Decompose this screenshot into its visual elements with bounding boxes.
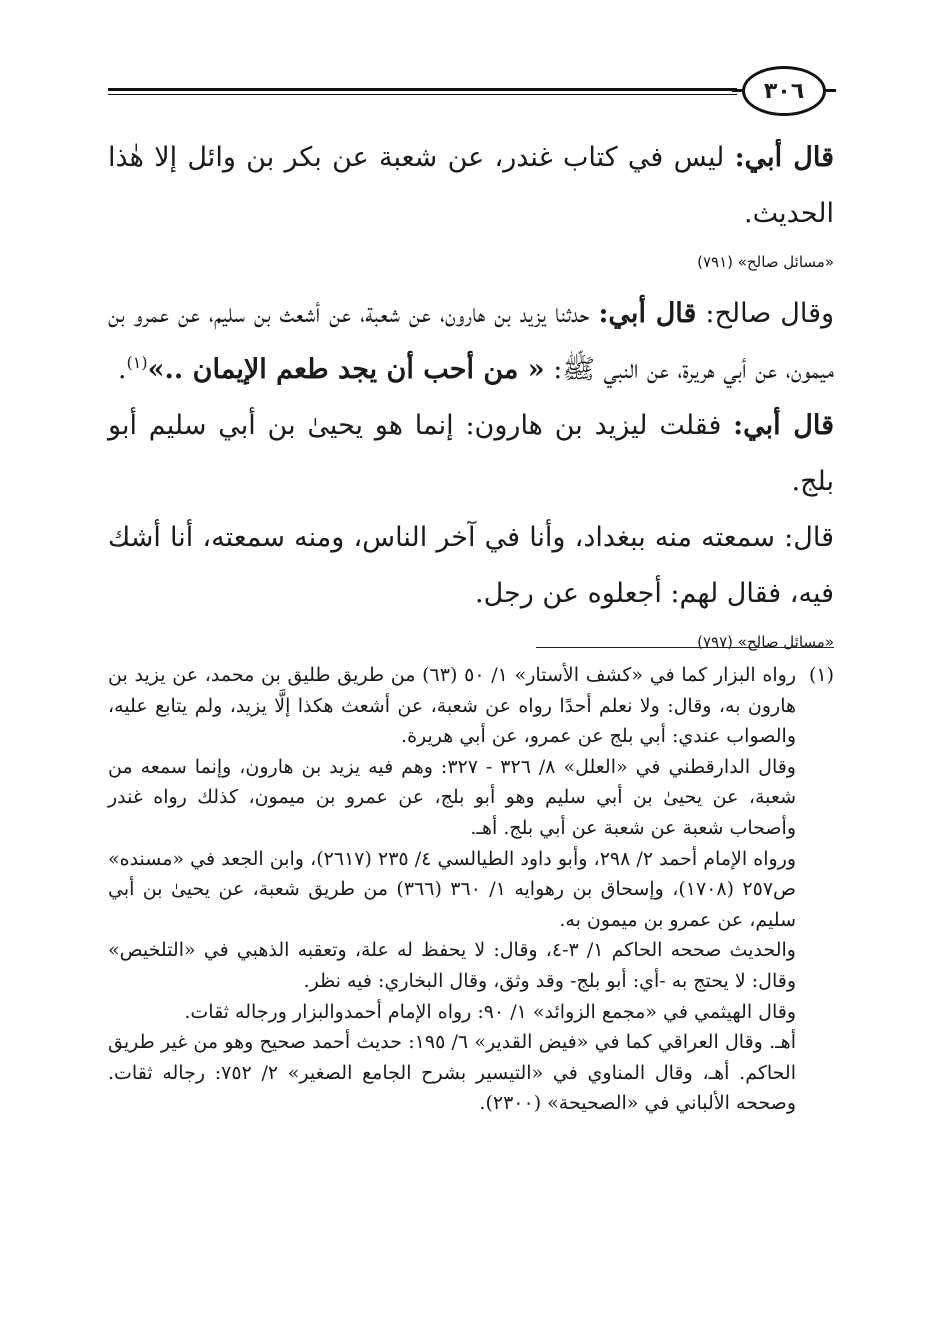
footnote-marker: (١) <box>808 664 834 686</box>
footnote-paragraph: رواه البزار كما في «كشف الأستار» ١/ ٥٠ (٦٣) من طريق طليق بن محمد، عن يزيد بن هارون به، وقال: ولا نعلم أحدًا رواه عن شعبة، عن أشعث هكذا إلَّا يزيد، ولم يتابع عليه، والصواب عندي: أبي بلج عن عمرو، عن أبي هريرة. <box>108 664 796 748</box>
footnotes <box>108 660 834 1119</box>
footnote-1 <box>108 660 834 1119</box>
paragraph-text: حدثنا يزيد بن هارون، عن شعبة، عن أشعث بن سليم، عن عمرو بن ميمون، عن أبي هريرة، عن النبي ﷺ: <box>108 298 834 385</box>
paragraph-text: ليس في كتاب غندر، عن شعبة عن بكر بن وائل إلا هٰذا الحديث. <box>108 142 834 229</box>
footnote-paragraph: أهـ. وقال العراقي كما في «فيض القدير» ٦/ ١٩٥: حديث أحمد صحيح وهو من غير طريق الحاكم. أهـ، وقال المناوي في «التيسير بشرح الجامع الصغير» ٢/ ٧٥٢: رجاله ثقات. وصححه الألباني في «الصحيحة» (٢٣٠٠). <box>108 1031 796 1115</box>
footnote-paragraph: وقال الهيثمي في «مجمع الزوائد» ١/ ٩٠: رواه الإمام أحمدوالبزار ورجاله ثقات. <box>184 1000 796 1023</box>
speaker-label: قال أبي: <box>734 142 835 173</box>
paragraph-4: قال: سمعته منه ببغداد، وأنا في آخر الناس، ومنه سمعته، أنا أشك فيه، فقال لهم: أجعلوه عن رجل. <box>108 522 835 609</box>
footnote-paragraph: ورواه الإمام أحمد ٢/ ٢٩٨، وأبو داود الطيالسي ٤/ ٢٣٥ (٢٦١٧)، وابن الجعد في «مسنده» ص٢٥٧ (١٧٠٨)، وإسحاق بن رهوايه ١/ ٣٦٠ (٣٦٦) من طريق شعبة، عن يحيىٰ بن أبي سليم، عن عمرو بن ميمون به. <box>108 847 797 931</box>
footnote-reference[interactable]: (١) <box>126 353 148 372</box>
main-text <box>108 130 834 666</box>
paragraph-1 <box>108 130 834 242</box>
page-number-oval <box>742 66 826 116</box>
paragraph-intro: وقال صالح: <box>696 298 835 329</box>
paragraph-3 <box>108 398 834 510</box>
paragraph-2 <box>108 286 834 398</box>
paragraph-end: . <box>117 354 127 385</box>
speaker-label: قال أبي: <box>733 410 835 441</box>
page-number-ornament <box>734 64 834 120</box>
source-citation-2: «مسائل صالح» (٧٩٧) <box>697 633 834 651</box>
speaker-label: قال أبي: <box>598 298 697 329</box>
footnote-paragraph: والحديث صححه الحاكم ١/ ٣-٤، وقال: لا يحفظ له علة، وتعقبه الذهبي في «التلخيص» وقال: لا يحتج به -أي: أبو بلج- وقد وثق، وقال البخاري: فيه نظر. <box>108 939 796 992</box>
header-rule-thin <box>108 94 737 95</box>
footnote-divider <box>536 647 834 648</box>
hadith-quote: « من أحب أن يجد طعم الإيمان ..» <box>147 354 545 385</box>
paragraph-text: فقلت ليزيد بن هارون: إنما هو يحيىٰ بن أبي سليم أبو بلج. <box>108 410 834 497</box>
page-number: ٣٠٦ <box>763 78 805 104</box>
source-citation-1: «مسائل صالح» (٧٩١) <box>697 253 834 271</box>
header-rule-thick <box>108 88 737 91</box>
footnote-paragraph: وقال الدارقطني في «العلل» ٨/ ٣٢٦ - ٣٢٧: وهم فيه يزيد بن هارون، وإنما سمعه من شعبة، عن يحيىٰ بن أبي سليم وهو أبو بلج، عن عمرو بن ميمون، كذلك رواه غندر وأصحاب شعبة عن شعبة عن أبي بلج. أهـ. <box>108 755 796 839</box>
footnote-body <box>108 660 796 1119</box>
